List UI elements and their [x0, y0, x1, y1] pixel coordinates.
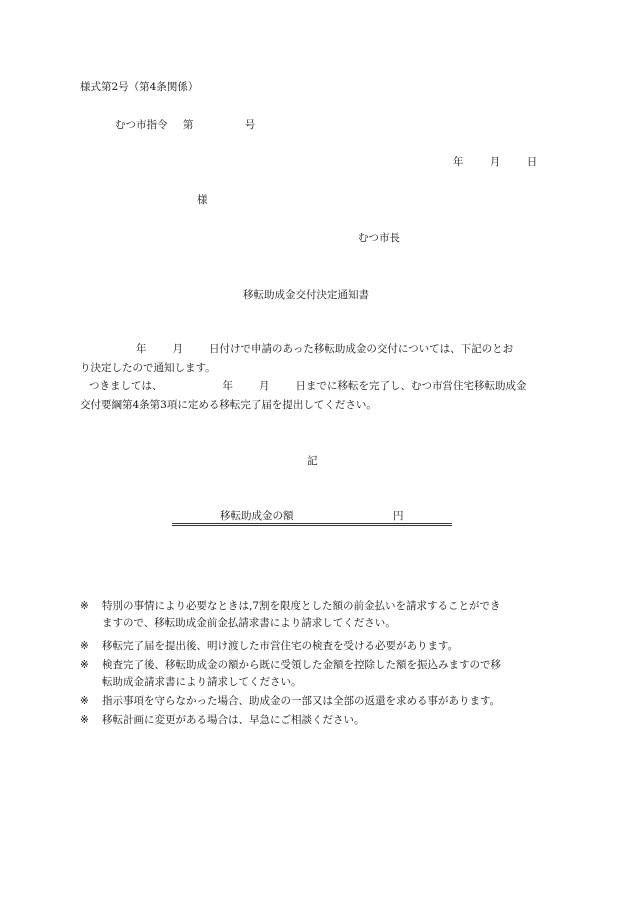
note-item: [80, 598, 560, 632]
body-paragraph-1: [80, 340, 560, 378]
body-line: [80, 340, 560, 359]
note-item: [80, 712, 560, 729]
ki-heading: 記: [307, 455, 318, 467]
issuer-label: むつ市指令: [115, 119, 168, 131]
note-item: [80, 638, 560, 655]
note-text: 移転計画に変更がある場合は、早急にご相談ください。: [102, 714, 365, 726]
p2-line1-rest: 日までに移転を完了し、むつ市営住宅移転助成金: [295, 380, 527, 392]
form-label: 様式第2号（第4条関係）: [80, 81, 199, 93]
p2-start: つきましては、: [89, 380, 163, 392]
body-line: [80, 377, 560, 396]
number-dai: 第: [182, 119, 194, 131]
amount-underline: [172, 508, 452, 526]
issue-date-line: [453, 157, 537, 168]
note-text: 特別の事情により必要なときは,7割を限度とした額の前金払いを請求することができ ますので、移転助成金前金払請求書により請求してください。: [102, 600, 501, 629]
note-text: 検査完了後、移転助成金の額から既に受領した金額を控除した額を振込みますので移 転助成金請求書により請求してください。: [102, 659, 501, 688]
amount-label: 移転助成金の額: [220, 510, 294, 522]
date-year: 年: [453, 156, 464, 168]
p1-year: 年: [136, 343, 147, 355]
note-item: [80, 657, 560, 691]
body-paragraph-2: [80, 377, 560, 415]
note-mark: ※: [80, 695, 89, 707]
date-day: 日: [526, 156, 538, 168]
note-item: [80, 693, 560, 710]
amount-unit: 円: [393, 510, 404, 522]
note-text: 移転完了届を提出後、明け渡した市営住宅の検査を受ける必要があります。: [102, 640, 459, 652]
p1-line1-rest: 日付けで申請のあった移転助成金の交付については、下記のとお: [209, 343, 514, 355]
addressee-suffix: 様: [197, 194, 208, 206]
body-line: り決定したので通知します。: [80, 362, 216, 374]
p1-month: 月: [172, 343, 183, 355]
note-mark: ※: [80, 640, 89, 652]
body-line: 交付要綱第4条第3項に定める移転完了届を提出してください。: [80, 399, 377, 411]
note-mark: ※: [80, 600, 89, 612]
note-text: 指示事項を守らなかった場合、助成金の一部又は全部の返還を求める事があります。: [102, 695, 501, 707]
p2-month: 月: [259, 380, 270, 392]
date-month: 月: [489, 156, 501, 168]
document-title: 移転助成金交付決定通知書: [243, 289, 369, 301]
note-mark: ※: [80, 714, 89, 726]
document-number-line: [115, 120, 255, 131]
notes-list: [80, 598, 560, 731]
p2-year: 年: [222, 380, 233, 392]
sender-name: むつ市長: [358, 232, 400, 244]
note-mark: ※: [80, 659, 89, 671]
number-go: 号: [244, 119, 256, 131]
